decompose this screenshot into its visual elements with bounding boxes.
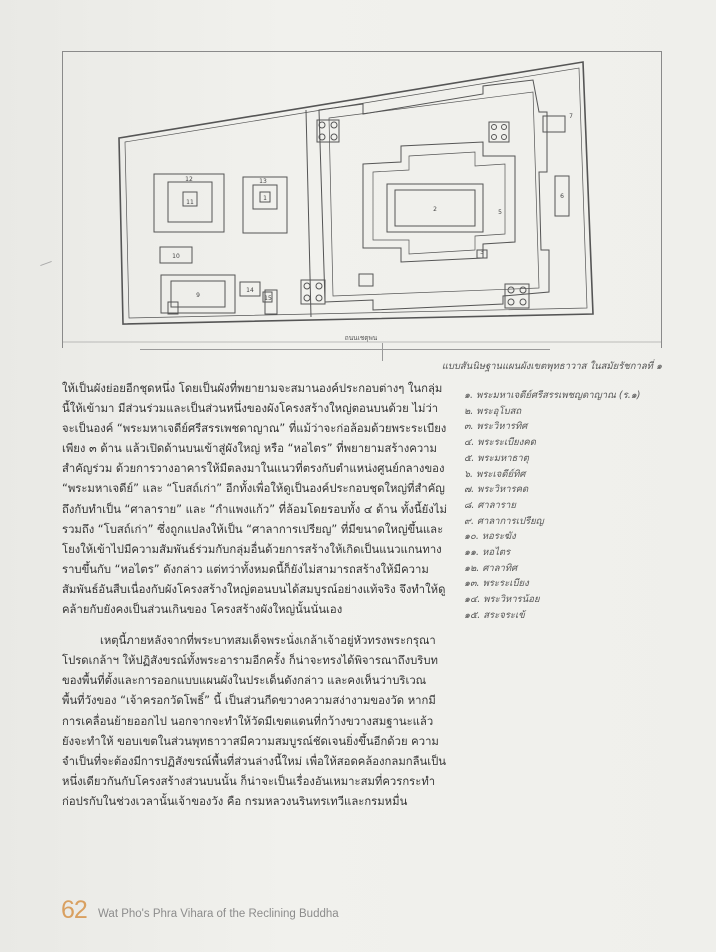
- legend-item: ๒. พระอุโบสถ: [464, 405, 522, 417]
- paragraph-2: เหตุนี้ภายหลังจากที่พระบาทสมเด็จพระนั่งเกล้าเจ้าอยู่หัวทรงพระกรุณาโปรดเกล้าฯ ให้ปฏิสังขรณ์ทั้งพระอารามอีกครั้ง ก็น่าจะทรงได้พิจารณาถึงบริบทของพื้นที่ตั้งและการออกแบบแผนผังในประเด็นดังกล่าว และคงเห็นว่าบริเวณพื้นที่วังของ “เจ้าครอกวัดโพธิ์” นี้ เป็นส่วนกีดขวางความสง่างามของวัด หากมีการเคลื่อนย้ายออกไป นอกจากจะทำให้วัดมีเขตแดนที่กว้างขวางสมฐานะแล้ว ยังจะทำให้ ขอบเขตในส่วนพุทธาวาสมีความสมบูรณ์ชัดเจนยิ่งขึ้นอีกด้วย ความจำเป็นที่จะต้องมีการปฏิสังขรณ์พื้นที่ส่วนล่างนี้ใหม่ เพื่อให้สอดคล้องกลมกลืนเป็นหนึ่งเดียวกันกับโครงสร้างส่วนบนนั้น ก็น่าจะเป็นเรื่องอันเหมาะสมที่ควรกระทำก่อปรกับในช่วงเวลานั้นเจ้าของวัง คือ กรมหลวงนรินทรเทวีและกรมหมื่น: [62, 634, 447, 808]
- legend-item: ๑๐. หอระฆัง: [464, 531, 516, 543]
- plan-label-3: 3: [480, 249, 484, 256]
- legend-item: ๑๓. พระระเบียง: [464, 578, 529, 590]
- plan-label-10: 10: [172, 253, 180, 260]
- legend-item: ๗. พระวิหารคด: [464, 484, 529, 496]
- plan-label-6: 6: [560, 193, 564, 200]
- site-plan-drawing: [63, 52, 661, 348]
- body-text: [62, 379, 447, 812]
- plan-label-2: 2: [433, 206, 437, 213]
- plan-label-15: 15: [264, 295, 272, 302]
- legend-item: ๘. ศาลาราย: [464, 499, 516, 511]
- road-label: ถนนเชตุพน: [344, 334, 378, 342]
- legend-item: ๕. พระมหาธาตุ: [464, 452, 529, 464]
- plan-label-11: 11: [186, 199, 194, 206]
- plan-legend: [464, 388, 694, 624]
- plan-label-13: 13: [259, 178, 267, 185]
- legend-item: ๖. พระเจดีย์ทิศ: [464, 468, 526, 480]
- caption-tick: [382, 343, 383, 361]
- plan-label-14: 14: [246, 287, 254, 294]
- margin-mark: [40, 261, 52, 266]
- legend-item: ๑๕. สระจระเข้: [464, 609, 525, 621]
- caption-rule: [140, 349, 550, 350]
- legend-item: ๑๔. พระวิหารน้อย: [464, 594, 540, 606]
- plan-label-9: 9: [196, 292, 200, 299]
- legend-item: ๑๑. หอไตร: [464, 547, 511, 559]
- legend-item: ๑๒. ศาลาทิศ: [464, 562, 518, 574]
- plan-label-1-left: 1: [263, 195, 267, 202]
- running-footer-title: Wat Pho's Phra Vihara of the Reclining Buddha: [98, 908, 339, 920]
- plan-label-12: 12: [185, 176, 193, 183]
- plan-label-7: 7: [569, 113, 573, 120]
- plan-label-5: 5: [498, 209, 502, 216]
- site-plan-figure: [62, 51, 662, 348]
- legend-item: ๔. พระระเบียงคด: [464, 437, 536, 449]
- legend-item: ๙. ศาลาการเปรียญ: [464, 515, 544, 527]
- legend-item: ๓. พระวิหารทิศ: [464, 421, 528, 433]
- page-number: 62: [61, 896, 87, 924]
- paragraph-1: ให้เป็นผังย่อยอีกชุดหนึ่ง โดยเป็นผังที่พยายามจะสมานองค์ประกอบต่างๆ ในกลุ่มนี้ให้เข้ามา มีส่วนร่วมและเป็นส่วนหนึ่งของผังโครงสร้างใหญ่ตอนบนด้วย ไม่ว่าจะเป็นองค์ “พระมหาเจดีย์ศรีสรรเพชดาญาณ” ที่แม้ว่าจะก่อล้อมด้วยพระระเบียงเพียง ๓ ด้าน แล้วเปิดด้านบนเข้าสู่ผังใหญ่ หรือ “หอไตร” ที่พยายามสร้างความสำคัญร่วม ด้วยการวางอาคารให้มีตลงมาในแนวที่ตรงกับตำแหน่งศูนย์กลางของ “พระมหาเจดีย์” และ “โบสถ์เก่า” อีกทั้งเพื่อให้ดูเป็นองค์ประกอบชุดใหญ่ที่สำคัญ ถึงกับทำเป็น “ศาลาราย” และ “กำแพงแก้ว” ที่ล้อมโดยรอบทั้ง ๔ ด้าน ทั้งนี้ยังไม่รวมถึง “โบสถ์เก่า” ซึ่งถูกแปลงให้เป็น “ศาลาการเปรียญ” ที่มีขนาดใหญ่ขึ้นและโยงให้เข้าไปมีความสัมพันธ์ร่วมกับกลุ่มอื่นด้วยการสร้างให้เกิดเป็นแนวแกนทางราบขึ้นกับ “หอไตร” ดังกล่าว แต่ทว่าทั้งหมดนี้ก็ยังไม่สามารถสร้างให้มีความสัมพันธ์อันสืบเนื่องกับผังโครงสร้างใหญ่ตอนบนได้สมบูรณ์อย่างแท้จริง จึงทำให้ดูคล้ายกับยังคงเป็นส่วนเกินของ โครงสร้างผังใหญ่นั้นนั่นเอง: [62, 382, 447, 617]
- figure-caption: แบบสันนิษฐานแผนผังเขตพุทธาวาส ในสมัยรัชกาลที่ ๑: [441, 361, 662, 372]
- legend-item: ๑. พระมหาเจดีย์ศรีสรรเพชญดาญาณ (ร.๑): [464, 390, 641, 401]
